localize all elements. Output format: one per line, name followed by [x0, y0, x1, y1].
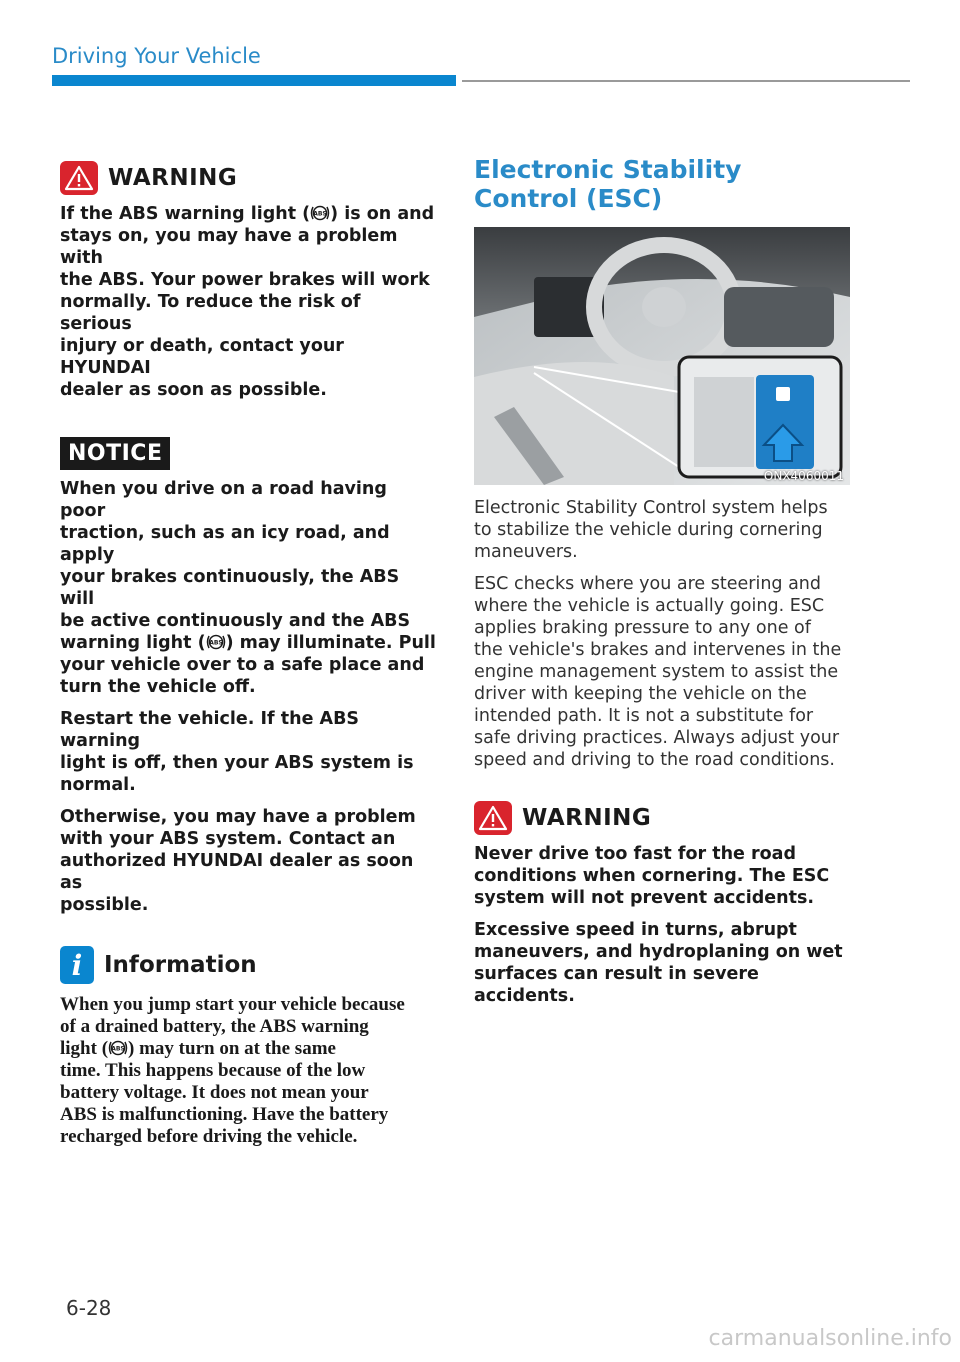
page-number: 6-28 [66, 1296, 112, 1320]
abs-warning-light-icon [206, 632, 226, 652]
info-icon: i [60, 946, 94, 984]
notice-paragraph-2: Restart the vehicle. If the ABS warning light is off, then your ABS system is normal. [60, 709, 414, 795]
header-accent-bar [52, 75, 456, 86]
esc-warning-heading [474, 801, 852, 835]
warning-triangle-icon [474, 801, 512, 835]
abs-warning-text [60, 203, 436, 401]
esc-description [474, 497, 852, 771]
information-title: Information [104, 952, 257, 978]
notice-text [60, 478, 436, 916]
warning-triangle-icon [60, 161, 98, 195]
notice-paragraph-3: Otherwise, you may have a problem with your ABS system. Contact an authorized HYUNDAI dealer as soon as possible. [60, 807, 416, 915]
notice-paragraph-1: When you drive on a road having poor traction, such as an icy road, and apply your brakes continuously, the ABS will be active continuously and the ABS warning light ( ABS ) may illuminate. Pull your vehicle over to a safe place and turn the vehicle off. [60, 479, 436, 697]
abs-warning-light-icon [108, 1038, 128, 1058]
header-section-title: Driving Your Vehicle [52, 44, 261, 68]
esc-warning-text [474, 843, 852, 1007]
svg-text:ABS: ABS [111, 1045, 125, 1053]
information-heading [60, 946, 436, 984]
car-interior-drawing [474, 227, 850, 485]
esc-paragraph-1: Electronic Stability Control system helps to stabilize the vehicle during cornering maneuvers. [474, 498, 828, 562]
abs-warning-heading [60, 161, 436, 195]
esc-warning-paragraph-2: Excessive speed in turns, abrupt maneuvers, and hydroplaning on wet surfaces can result in severe accidents. [474, 920, 843, 1006]
watermark: carmanualsonline.info [708, 1326, 952, 1351]
esc-paragraph-2: ESC checks where you are steering and where the vehicle is actually going. ESC applies braking pressure to any one of the vehicle's brakes and intervenes in the engine management system to assist the driver with keeping the vehicle on the intended path. It is not a substitute for safe driving practices. Always adjust your speed and driving to the road conditions. [474, 574, 842, 770]
right-column [474, 155, 852, 1017]
esc-warning-paragraph-1: Never drive too fast for the road conditions when cornering. The ESC system will not prevent accidents. [474, 844, 830, 908]
left-column [60, 155, 436, 1148]
image-code: ONX4060011 [763, 469, 844, 483]
svg-text:ABS: ABS [208, 639, 223, 647]
abs-warning-paragraph: If the ABS warning light ( ABS ) is on and stays on, you may have a problem with the ABS. Your power brakes will work normally. To reduce the risk of serious injury or death, contact your HYUNDAI dealer as soon as possible. [60, 204, 435, 400]
esc-illustration [474, 227, 850, 485]
esc-section-title: Electronic Stability Control (ESC) [474, 155, 742, 213]
header-rule [462, 80, 910, 82]
notice-label: NOTICE [60, 437, 170, 470]
warning-title: WARNING [108, 165, 238, 191]
information-paragraph: When you jump start your vehicle because of a drained battery, the ABS warning light ( ABS ) may turn on at the same time. This happens because of the low battery voltage. It does not mean your ABS is malfunctioning. Have the battery recharged before driving the vehicle. [60, 994, 405, 1147]
warning-title: WARNING [522, 805, 652, 831]
abs-warning-light-icon [310, 203, 330, 223]
svg-text:ABS: ABS [313, 210, 327, 218]
